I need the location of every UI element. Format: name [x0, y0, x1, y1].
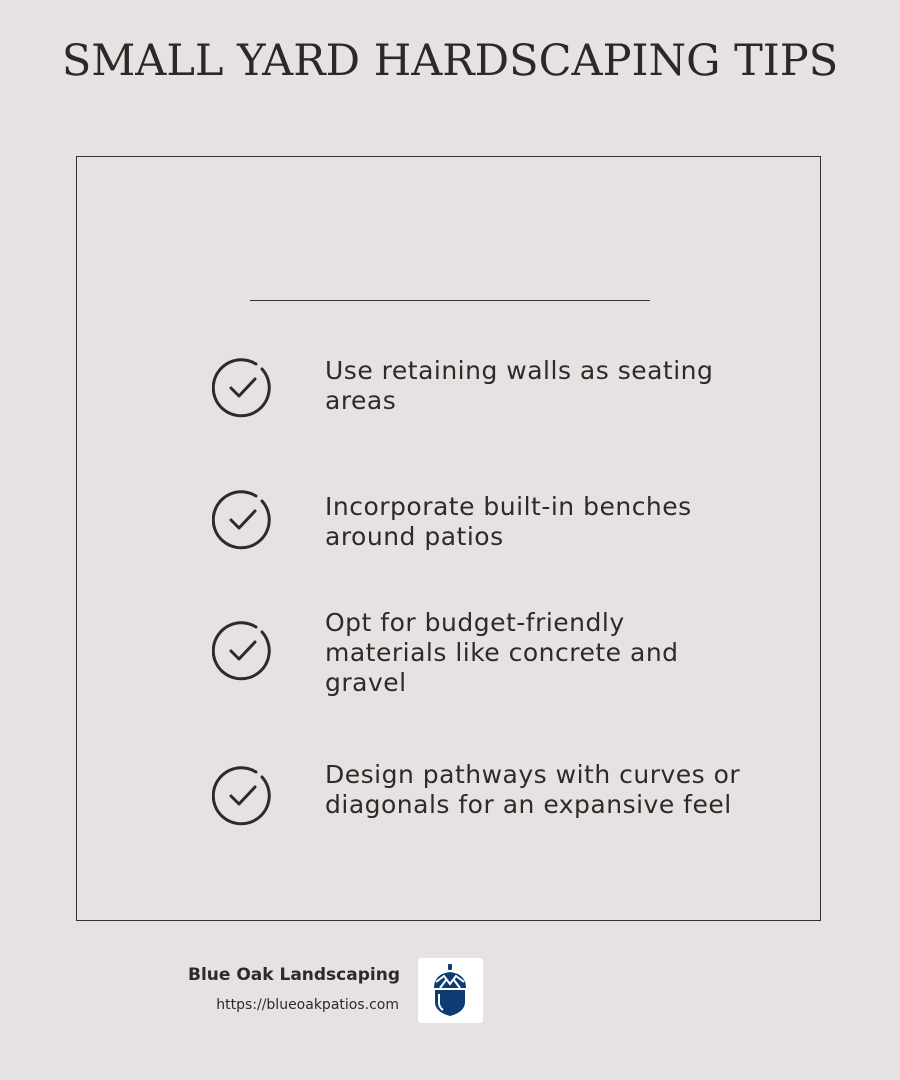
check-circle-icon — [212, 357, 274, 419]
check-circle-icon — [212, 620, 274, 682]
tip-text: Design pathways with curves or diagonals for an expansive feel — [325, 760, 741, 819]
acorn-logo-icon — [418, 958, 483, 1023]
check-circle-icon — [212, 489, 274, 551]
divider — [250, 300, 650, 301]
brand-url[interactable]: https://blueoakpatios.com — [216, 997, 399, 1013]
tip-text: Use retaining walls as seating areas — [325, 356, 714, 415]
tip-text: Incorporate built-in benches around patios — [325, 492, 692, 551]
page-title: SMALL YARD HARDSCAPING TIPS — [61, 36, 839, 86]
tip-text: Opt for budget-friendly materials like concrete and gravel — [325, 608, 679, 697]
brand-name: Blue Oak Landscaping — [188, 965, 400, 985]
check-circle-icon — [212, 765, 274, 827]
